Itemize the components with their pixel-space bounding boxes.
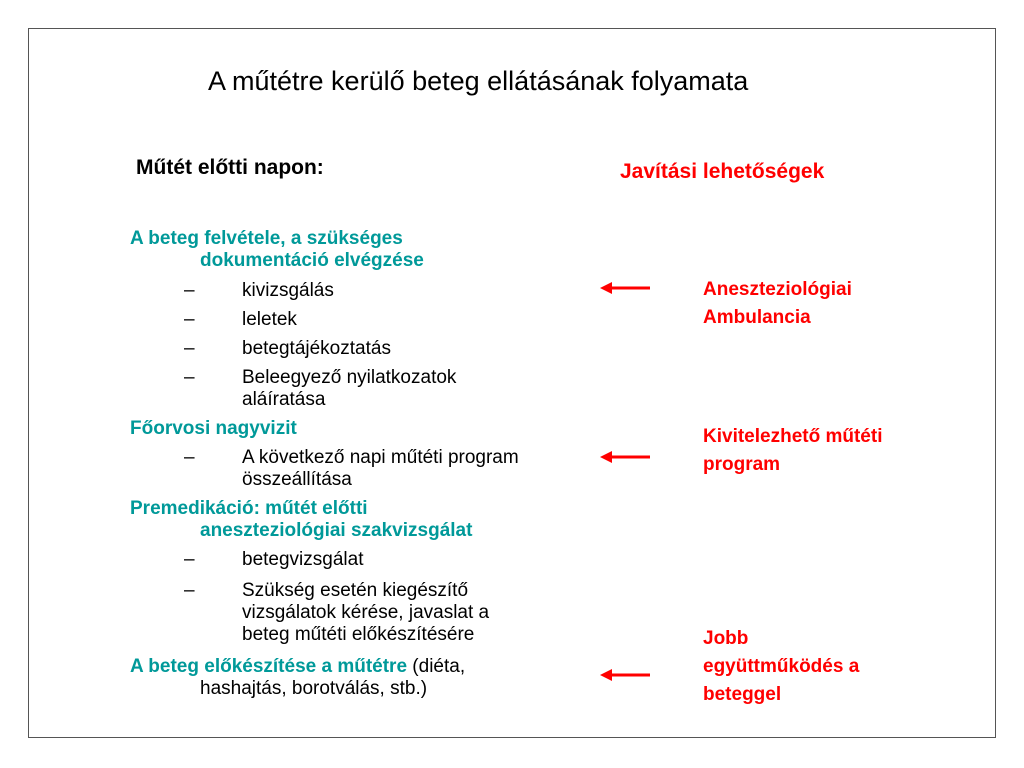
section-premedication: [130, 498, 472, 542]
section-premedication-line1: Premedikáció: műtét előtti: [130, 498, 368, 519]
left-column-heading: Műtét előtti napon:: [136, 156, 324, 179]
improvement-note-line: Jobb: [703, 628, 749, 649]
right-column-heading: Javítási lehetőségek: [620, 160, 825, 183]
section-preparation: [130, 656, 465, 700]
left-arrow-icon: [600, 450, 652, 464]
section-admission: [130, 228, 424, 272]
section-premedication-line2: aneszteziológiai szakvizsgálat: [200, 520, 473, 541]
bullet-dash: –: [184, 309, 195, 330]
list-item-text-cont: összeállítása: [242, 469, 352, 490]
section-admission-line1: A beteg felvétele, a szükséges: [130, 228, 403, 249]
improvement-note-line: Aneszteziológiai: [703, 279, 852, 300]
list-item-text-cont: vizsgálatok kérése, javaslat a: [242, 602, 490, 623]
bullet-dash: –: [184, 580, 195, 601]
list-item-text: betegtájékoztatás: [242, 338, 391, 359]
section-preparation-line2: hashajtás, borotválás, stb.): [200, 678, 428, 699]
list-item-text-cont: beteg műtéti előkészítésére: [242, 624, 475, 645]
list-item-text: betegvizsgálat: [242, 549, 364, 570]
improvement-note-line: Ambulancia: [703, 307, 811, 328]
left-arrow-icon: [600, 668, 652, 682]
bullet-dash: –: [184, 338, 195, 359]
improvement-note-line: együttműködés a: [703, 656, 860, 677]
list-item-text: kivizsgálás: [242, 280, 334, 301]
improvement-note: [703, 276, 852, 332]
section-rounds: [130, 418, 297, 440]
list-item-text: leletek: [242, 309, 297, 330]
bullet-dash: –: [184, 280, 195, 301]
left-arrow-icon: [600, 281, 652, 295]
section-preparation-bold: A beteg előkészítése a műtétre: [130, 656, 408, 677]
bullet-dash: –: [184, 367, 195, 388]
bullet-dash: –: [184, 447, 195, 468]
section-preparation-rest: (diéta,: [407, 656, 466, 677]
list-item-text: A következő napi műtéti program: [242, 447, 519, 468]
section-rounds-line1: Főorvosi nagyvizit: [130, 418, 297, 439]
bullet-dash: –: [184, 549, 195, 570]
list-item-text-cont: aláíratása: [242, 389, 326, 410]
improvement-note-line: program: [703, 454, 781, 475]
slide-title: A műtétre kerülő beteg ellátásának folyamata: [208, 66, 749, 96]
list-item-text: Beleegyező nyilatkozatok: [242, 367, 457, 388]
improvement-note-line: Kivitelezhető műtéti: [703, 426, 883, 447]
improvement-note: [703, 625, 859, 709]
list-item-text: Szükség esetén kiegészítő: [242, 580, 469, 601]
improvement-note-line: beteggel: [703, 684, 782, 705]
improvement-note: [703, 423, 882, 479]
section-admission-line2: dokumentáció elvégzése: [200, 250, 424, 271]
